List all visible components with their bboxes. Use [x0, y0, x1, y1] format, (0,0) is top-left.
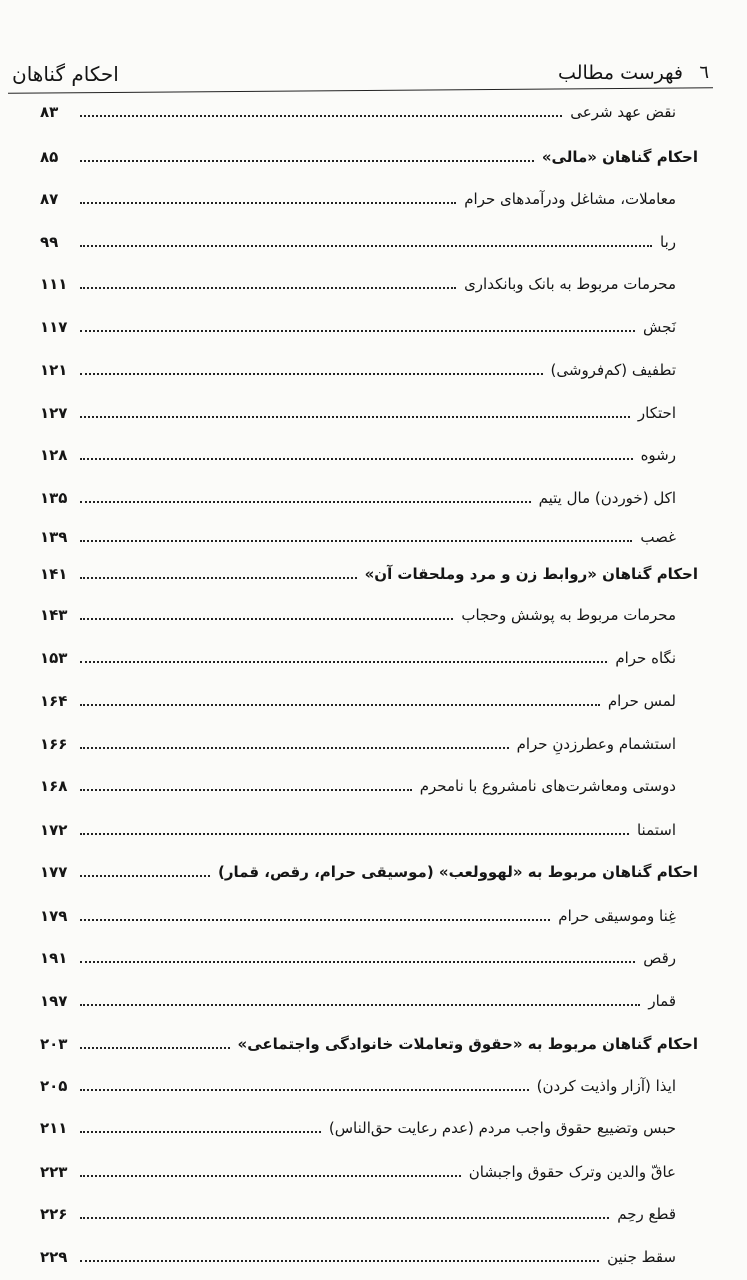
- dot-leader: [80, 1131, 321, 1133]
- toc-entry-title: ایذا (آزار واذیت کردن): [536, 1077, 676, 1095]
- toc-entry-title: لمس حرام: [607, 692, 676, 710]
- toc-entry-title: ربا: [660, 233, 676, 251]
- toc-entry-page: ۲۰۳: [40, 1035, 68, 1053]
- toc-entry[interactable]: [40, 557, 698, 585]
- dot-leader: [80, 202, 456, 204]
- toc-entry-page: ۲۱۱: [40, 1119, 68, 1137]
- toc-entry-title: غصب: [640, 528, 676, 546]
- toc-entry-title: قمار: [648, 992, 676, 1010]
- toc-entry[interactable]: [40, 1111, 698, 1139]
- toc-entry[interactable]: [40, 984, 698, 1012]
- dot-leader: [80, 245, 652, 247]
- toc-entry-title: احکام گناهان «مالی»: [541, 148, 698, 166]
- dot-leader: [80, 747, 509, 749]
- dot-leader: [80, 416, 630, 418]
- toc-entry[interactable]: [40, 310, 698, 338]
- toc-entry-page: ۱۷۹: [40, 907, 68, 925]
- toc-entry[interactable]: [40, 598, 698, 626]
- toc-entry[interactable]: [40, 396, 698, 424]
- toc-entry-title: قطع رحِم: [617, 1205, 676, 1223]
- toc-entry-page: ۱۲۱: [40, 361, 68, 379]
- toc-entry-title: سقط جنین: [607, 1248, 676, 1266]
- toc-entry[interactable]: [40, 769, 698, 797]
- toc-entry-page: ۸۷: [40, 190, 59, 208]
- toc-entry[interactable]: [40, 1240, 698, 1268]
- dot-leader: [80, 1260, 599, 1262]
- toc-entry-title: محرمات مربوط به پوشش وحجاب: [461, 606, 676, 624]
- dot-leader: [80, 661, 607, 663]
- toc-entry-page: ۱۲۸: [40, 446, 68, 464]
- toc-entry-page: ۱۴۳: [40, 606, 68, 624]
- dot-leader: [80, 789, 412, 791]
- toc-entry-page: ۱۶۸: [40, 777, 68, 795]
- toc-entry-title: احکام گناهان مربوط به «حقوق وتعاملات خانوادگی واجتماعی»: [237, 1035, 698, 1053]
- toc-entry-title: احتکار: [637, 404, 676, 422]
- toc-entry[interactable]: [40, 1155, 698, 1183]
- toc-entry[interactable]: [40, 140, 698, 168]
- toc-entry[interactable]: [40, 813, 698, 841]
- book-title: احکام گناهان: [12, 62, 119, 86]
- dot-leader: [80, 458, 633, 460]
- toc-entry[interactable]: [40, 481, 698, 509]
- toc-entry[interactable]: [40, 641, 698, 669]
- dot-leader: [80, 919, 550, 921]
- toc-entry[interactable]: [40, 225, 698, 253]
- toc-entry-title: تطفیف (کم‌فروشی): [550, 361, 676, 379]
- toc-entry-title: عاقّ والدین وترک حقوق واجبشان: [468, 1163, 676, 1181]
- toc-entry-page: ۱۳۵: [40, 489, 68, 507]
- toc-entry-title: استشمام وعطرزدنِ حرام: [516, 735, 676, 753]
- toc-entry-title: نقض عهد شرعی: [570, 103, 676, 121]
- toc-entry-title: نگاه حرام: [615, 649, 676, 667]
- toc-entry[interactable]: [40, 353, 698, 381]
- dot-leader: [80, 1175, 461, 1177]
- toc-entry[interactable]: [40, 182, 698, 210]
- dot-leader: [80, 618, 453, 620]
- dot-leader: [80, 1004, 640, 1006]
- dot-leader: [80, 961, 635, 963]
- toc-entry-page: ۱۶۴: [40, 692, 68, 710]
- toc-entry-title: معاملات، مشاغل ودرآمدهای حرام: [464, 190, 676, 208]
- toc-entry-title: غِنا وموسیقی حرام: [558, 907, 676, 925]
- toc-entry-page: ۱۷۷: [40, 863, 68, 881]
- dot-leader: [80, 287, 456, 289]
- toc-entry-page: ۹۹: [40, 233, 59, 251]
- toc-entry-page: ۸۵: [40, 148, 59, 166]
- toc-entry-page: ۱۵۳: [40, 649, 68, 667]
- toc-entry-page: ۸۳: [40, 103, 59, 121]
- toc-entry-page: ۲۲۶: [40, 1205, 68, 1223]
- toc-entry-title: احکام گناهان مربوط به «لهوولعب» (موسیقی حرام، رقص، قمار): [218, 863, 698, 881]
- dot-leader: [80, 373, 543, 375]
- toc-entry-page: ۲۲۳: [40, 1163, 68, 1181]
- dot-leader: [80, 1047, 230, 1049]
- toc-entry[interactable]: [40, 684, 698, 712]
- toc-entry-page: ۱۹۷: [40, 992, 68, 1010]
- toc-entry[interactable]: [40, 941, 698, 969]
- dot-leader: [80, 540, 632, 542]
- toc-entry-title: احکام گناهان «روابط زن و مرد وملحقات آن»: [364, 565, 698, 583]
- section-title: فهرست مطالب: [558, 62, 683, 84]
- toc-entry[interactable]: [40, 899, 698, 927]
- dot-leader: [80, 330, 635, 332]
- toc-entry-title: رقص: [643, 949, 676, 967]
- dot-leader: [80, 1217, 609, 1219]
- dot-leader: [80, 160, 534, 162]
- dot-leader: [80, 577, 357, 579]
- toc-entry-page: ۱۷۲: [40, 821, 68, 839]
- toc-entry-page: ۲۰۵: [40, 1077, 68, 1095]
- toc-entry[interactable]: [40, 520, 698, 548]
- toc-entry-title: اکل (خوردن) مال یتیم: [538, 489, 676, 507]
- toc-entry[interactable]: [40, 95, 698, 123]
- dot-leader: [80, 875, 210, 877]
- toc-entry-title: استمنا: [636, 821, 676, 839]
- toc-entry-title: رشوه: [640, 446, 676, 464]
- toc-entry-page: ۱۱۱: [40, 275, 68, 293]
- toc-entry-page: ۱۴۱: [40, 565, 68, 583]
- toc-entry-page: ۱۲۷: [40, 404, 68, 422]
- dot-leader: [80, 1089, 529, 1091]
- toc-entry-page: ۱۱۷: [40, 318, 68, 336]
- toc-entry-title: حبس وتضییع حقوق واجب مردم (عدم رعایت حق‌الناس): [328, 1119, 676, 1137]
- toc-entry-page: ۱۶۶: [40, 735, 68, 753]
- toc-entry[interactable]: [40, 1027, 698, 1055]
- dot-leader: [80, 833, 629, 835]
- toc-entry-title: دوستی ومعاشرت‌های نامشروع با نامحرم: [419, 777, 676, 795]
- dot-leader: [80, 704, 600, 706]
- toc-entry[interactable]: [40, 1069, 698, 1097]
- page-number: ٦: [699, 62, 709, 83]
- toc-entry[interactable]: [40, 727, 698, 755]
- toc-entry-page: ۱۳۹: [40, 528, 68, 546]
- toc-entry[interactable]: [40, 267, 698, 295]
- toc-entry-page: ۲۲۹: [40, 1248, 68, 1266]
- toc-entry[interactable]: [40, 438, 698, 466]
- dot-leader: [80, 501, 531, 503]
- dot-leader: [80, 115, 562, 117]
- toc-entry-page: ۱۹۱: [40, 949, 68, 967]
- toc-entry[interactable]: [40, 855, 698, 883]
- toc-entry-title: نَجش: [643, 318, 676, 336]
- toc-entry[interactable]: [40, 1197, 698, 1225]
- toc-entry-title: محرمات مربوط به بانک وبانکداری: [464, 275, 676, 293]
